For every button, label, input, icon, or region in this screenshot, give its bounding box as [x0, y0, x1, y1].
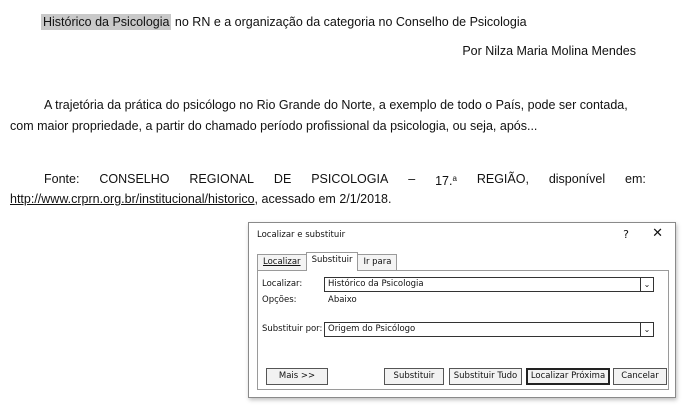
find-label: Localizar:	[262, 279, 303, 289]
superscript-a: a	[452, 174, 457, 183]
dialog-tabs	[257, 254, 396, 270]
replace-input[interactable]	[324, 322, 654, 337]
highlighted-selection[interactable]: Histórico da Psicologia	[43, 15, 170, 29]
more-button[interactable]: Mais >>	[266, 368, 328, 385]
source-word: REGIÃO,	[476, 172, 529, 186]
tab-ir-para[interactable]: Ir para	[357, 254, 397, 271]
find-replace-dialog	[248, 222, 676, 398]
cancel-button[interactable]: Cancelar	[613, 368, 667, 385]
replace-all-button[interactable]: Substituir Tudo	[449, 368, 522, 385]
body-paragraph: A trajetória da prática do psicólogo no Rio Grande do Norte, a exemplo de todo o País, pode ser contada, com maior propriedade, a partir do chamado período profissional da psicologia, ou seja, após...	[10, 98, 628, 133]
source-region-number: 17.$^a$	[435, 174, 457, 188]
source-word: REGIONAL	[189, 172, 255, 186]
source-word: PSICOLOGIA	[311, 172, 389, 186]
source-word: –	[408, 172, 416, 186]
document-title	[43, 15, 527, 29]
dialog-title: Localizar e substituir	[257, 230, 346, 240]
source-citation-line1	[10, 170, 646, 190]
close-icon[interactable]: ✕	[652, 226, 663, 241]
tab-localizar[interactable]: Localizar	[257, 254, 307, 271]
tab-substituir[interactable]: Substituir	[306, 252, 359, 271]
find-value: Histórico da Psicologia	[328, 279, 424, 289]
find-next-button[interactable]: Localizar Próxima	[526, 368, 610, 385]
source-citation	[10, 170, 646, 208]
options-label: Opções:	[262, 295, 297, 305]
replace-value: Origem do Psicólogo	[328, 324, 416, 334]
source-word: CONSELHO	[99, 172, 170, 186]
find-input[interactable]	[324, 277, 654, 292]
dialog-titlebar[interactable]	[249, 223, 675, 247]
source-word: Fonte:	[44, 172, 80, 186]
title-rest: no RN e a organização da categoria no Conselho de Psicologia	[171, 15, 527, 29]
replace-panel	[257, 270, 669, 390]
author-line: Por Nilza Maria Molina Mendes	[462, 44, 636, 58]
source-word: em:	[625, 172, 646, 186]
source-word: DE	[273, 172, 292, 186]
help-icon[interactable]: ?	[623, 228, 629, 241]
source-link[interactable]: http://www.crprn.org.br/institucional/historico	[10, 192, 255, 206]
source-tail: , acessado em 2/1/2018.	[254, 192, 392, 206]
replace-button[interactable]: Substituir	[384, 368, 444, 385]
options-value: Abaixo	[328, 295, 357, 305]
replace-label: Substituir por:	[262, 324, 323, 334]
source-citation-line2	[10, 190, 646, 208]
chevron-down-icon[interactable]: ⌄	[640, 323, 653, 336]
source-word: disponível	[548, 172, 606, 186]
chevron-down-icon[interactable]: ⌄	[640, 278, 653, 291]
